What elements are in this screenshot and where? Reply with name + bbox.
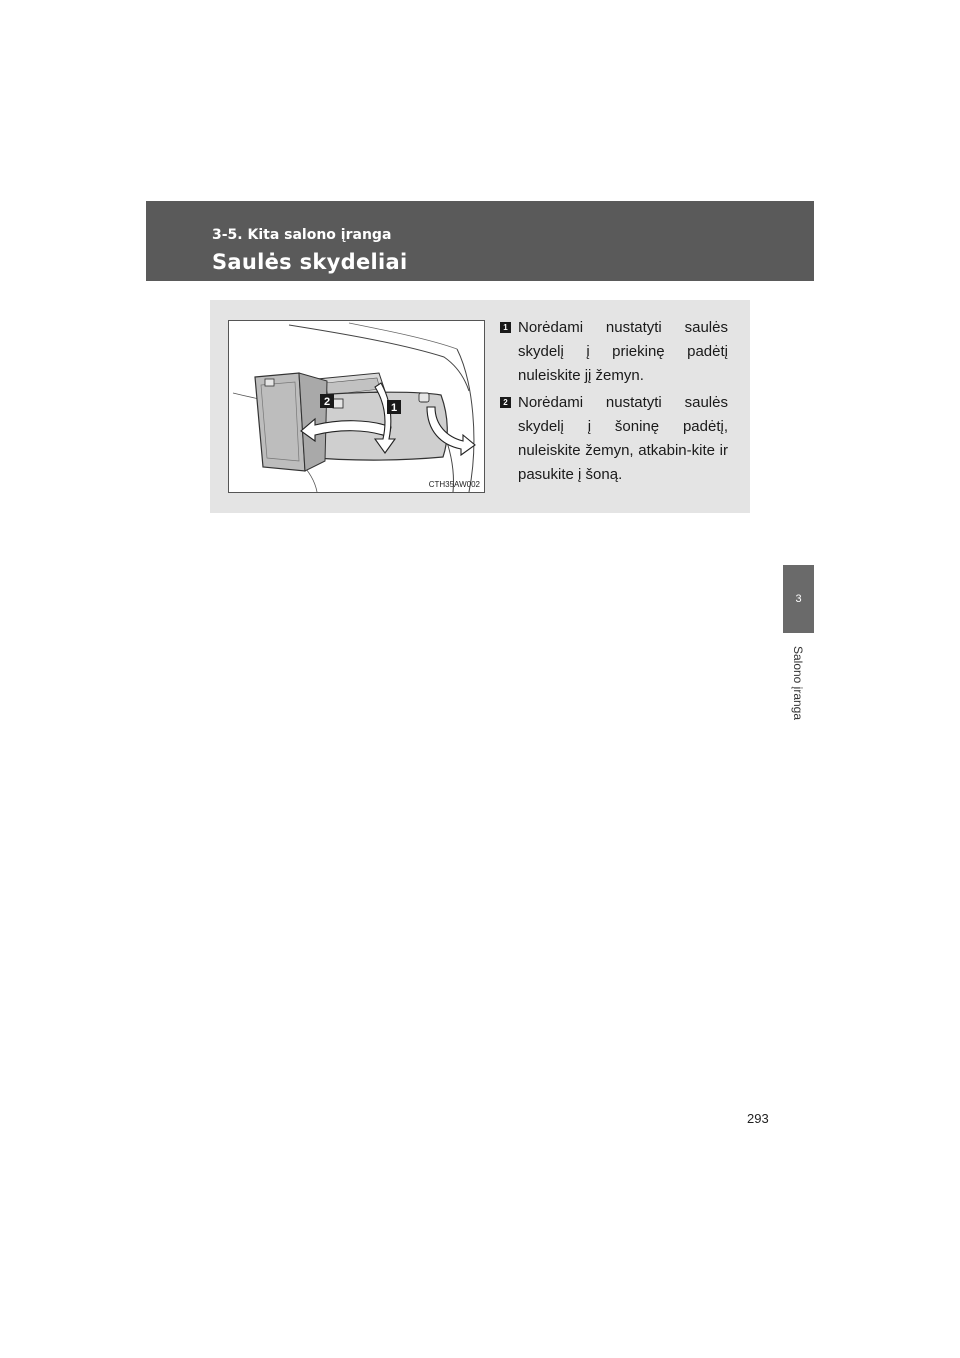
sun-visor-illustration <box>228 320 485 493</box>
illustration-code: CTH35AW002 <box>428 480 480 489</box>
section-header <box>146 201 814 281</box>
chapter-number-tab <box>783 565 814 633</box>
step-text: Norėdami nustatyti saulės skydelį į priekinę padėtį nuleiskite jį žemyn. <box>518 319 728 384</box>
chapter-number: 3 <box>795 593 802 605</box>
step-item <box>500 391 728 487</box>
section-label: 3-5. Kita salono įranga <box>212 227 392 243</box>
chapter-name: Salono įranga <box>791 645 806 721</box>
page-number: 293 <box>747 1111 769 1126</box>
steps-list <box>500 316 728 490</box>
sun-visor-drawing <box>229 321 484 492</box>
callout-1-label: 1 <box>390 402 398 414</box>
chapter-name-tab <box>783 633 814 733</box>
page-title: Saulės skydeliai <box>212 250 408 274</box>
step-number-icon: 1 <box>500 322 511 333</box>
step-number-icon: 2 <box>500 397 511 408</box>
content-box <box>210 300 750 513</box>
step-text: Norėdami nustatyti saulės skydelį į šoninę padėtį, nuleiskite žemyn, atkabin-kite ir pasukite į šoną. <box>518 394 728 483</box>
callout-2-label: 2 <box>323 396 331 408</box>
step-item <box>500 316 728 388</box>
